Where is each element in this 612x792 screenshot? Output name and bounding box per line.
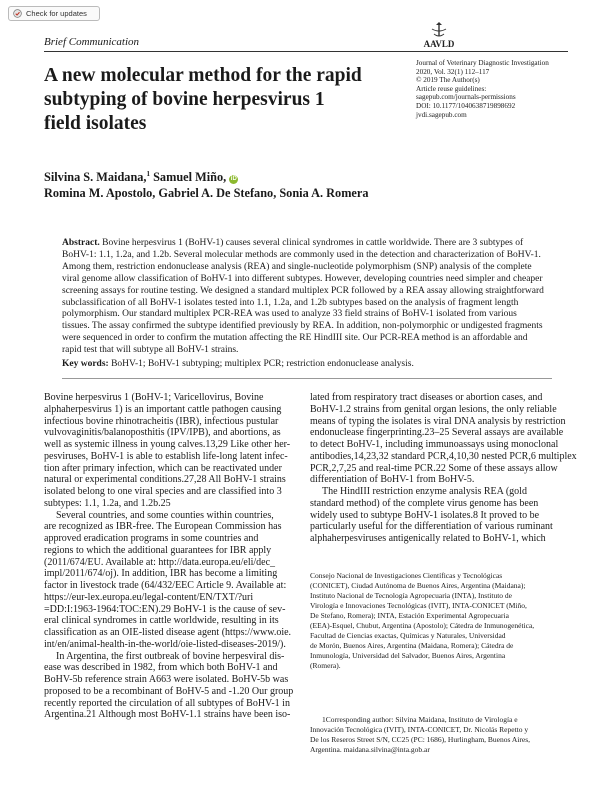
body-line: isolated belong to one viral species and are classified into 3 xyxy=(44,486,282,497)
correspondence-line: Innovación Tecnológica (IVIT), INTA-CONICET, Dr. Nicolás Repetto y xyxy=(310,725,529,734)
keywords-label: Key words: xyxy=(62,359,109,369)
body-line: alphaherpesvirus 1) is an important cattle pathogen causing xyxy=(44,403,282,415)
body-line: to detect BoHV-1, including immunoassays using monoclonal xyxy=(310,439,559,450)
body-line: subtypes: 1.1, 1.2a, and 1.2b.25 xyxy=(44,497,171,509)
author-line-2: Romina M. Apostolo, Gabriel A. De Stefano, Sonia A. Romera xyxy=(44,186,369,201)
journal-info xyxy=(416,59,586,119)
permissions-link[interactable]: sagepub.com/journals-permissions xyxy=(416,93,516,102)
header-rule xyxy=(44,51,568,52)
author-footnote-marker[interactable]: 1 xyxy=(146,170,151,178)
orcid-icon[interactable]: iD xyxy=(230,176,237,183)
aavld-emblem-icon xyxy=(416,22,462,50)
body-line: widely used to subtype BoHV-1 isolates.8 It proved to be xyxy=(310,509,540,521)
body-line: proposed to be a recombinant of BoHV-5 and -1.20 Our group xyxy=(44,685,294,697)
body-line[interactable]: classification as an OIE-listed disease agent (https://www.oie. xyxy=(44,627,292,638)
abstract-rule xyxy=(62,378,552,379)
journal-name: Journal of Veterinary Diagnostic Investigation xyxy=(416,59,549,67)
abstract-line: subclassification of all BoHV-1 isolates tested into 1.1, 1.2a, and 1.2b subtypes based on the analysis of fragment length xyxy=(62,297,519,308)
abstract-line: BoHV-1: 1.1, 1.2a, and 1.2b. Several molecular methods are commonly used in the detection and characterization of BoHV-1. xyxy=(62,249,541,260)
keywords xyxy=(62,359,414,369)
body-line[interactable]: (2011/674/EU. Available at: http://data.europa.eu/eli/dec_ xyxy=(44,556,276,568)
body-line: approved eradication programs in some countries and xyxy=(44,533,259,544)
correspondence-line: 1Corresponding author: Silvina Maidana, Instituto de Virología e xyxy=(322,715,518,724)
body-line: differentiation of BoHV-1 from BoHV-5. xyxy=(310,474,475,486)
body-line: particularly useful for the differentiation of various ruminant xyxy=(310,521,553,533)
check-for-updates-label: Check for updates xyxy=(26,9,87,18)
affiliation-line: (CONICET), Ciudad Autónoma de Buenos Aires, Argentina (Maidana); xyxy=(310,581,526,590)
abstract-label: Abstract. xyxy=(62,238,100,248)
aavld-logo xyxy=(416,22,462,55)
abstract-line: tissues. The assay confirmed the subtype identified previously by REA. In addition, non-polymorphic or undigested fragments xyxy=(62,321,543,332)
body-line: means of typing the isolates is viral DNA analysis by restriction xyxy=(310,415,566,427)
body-line: vulvovaginitis/balanoposthitis (IPV/IPB), and abortions, as xyxy=(44,427,281,439)
body-line: BoHV-1.2 strains from genital organ lesions, the only reliable xyxy=(310,403,557,415)
affiliation-line: Facultad de Ciencias exactas, Químicas y Naturales, Universidad xyxy=(310,631,506,640)
body-line[interactable]: int/en/animal-health-in-the-world/oie-listed-diseases-2019/). xyxy=(44,638,286,650)
author-name[interactable]: Samuel Miño, xyxy=(150,170,227,185)
body-line: The HindIII restriction enzyme analysis REA (gold xyxy=(322,486,527,497)
check-for-updates-badge[interactable] xyxy=(8,6,100,21)
body-line: are recognized as IBR-free. The European Commission has xyxy=(44,521,282,533)
body-line: Several countries, and some counties within countries, xyxy=(56,509,274,521)
body-line[interactable]: https://eur-lex.europa.eu/legal-content/EN/TXT/?uri xyxy=(44,591,254,603)
body-line: tion after primary infection, which can be reactivated under xyxy=(44,462,282,474)
body-line: alphaherpesviruses antigenically related to BoHV-1, which xyxy=(310,533,546,544)
body-line: infectious bovine rhinotracheitis (IBR), infectious pustular xyxy=(44,415,279,427)
journal-site-link[interactable]: jvdi.sagepub.com xyxy=(416,110,467,119)
abstract-line: Among them, restriction endonuclease analysis (REA) and single-nucleotide polymorphism (SNP) analysis of the complete xyxy=(62,261,532,272)
body-line: ease was described in 1982, from which both BoHV-1 and xyxy=(44,662,278,674)
body-line: BoHV-5b reference strain A663 were isolated. BoHV-5b was xyxy=(44,674,289,685)
body-line[interactable]: impl/2011/674/oj). In addition, IBR has become a limiting xyxy=(44,568,278,580)
author-line-1 xyxy=(44,166,369,185)
update-check-icon xyxy=(13,9,22,18)
reuse-label: Article reuse guidelines: xyxy=(416,84,487,93)
correspondence-line: De los Reseros Street S/N, CC25 (PC: 1686), Hurlingham, Buenos Aires, xyxy=(310,735,530,744)
affiliation-line: (Romera). xyxy=(310,661,341,670)
body-line: Bovine herpesvirus 1 (BoHV-1; Varicellovirus, Bovine xyxy=(44,392,264,403)
abstract-line: rapid test that will subtype all BoHV-1 strains. xyxy=(62,345,239,356)
abstract-line: polymorphism. Our standard multiplex PCR-REA was used to analyze 33 field strains of BoHV-1 isolated from various xyxy=(62,309,517,320)
body-line: Argentina.21 Although most BoHV-1.1 strains have been iso- xyxy=(44,709,291,721)
body-line: standard method) of the complete virus genome has been xyxy=(310,497,539,509)
title-line: A new molecular method for the rapid xyxy=(44,65,362,86)
body-line: well as systemic illness in young calves.13,29 Like other her- xyxy=(44,439,291,450)
corresponding-author xyxy=(310,715,572,755)
doi-link[interactable]: DOI: 10.1177/1040638719898692 xyxy=(416,101,516,110)
affiliation-line: (EEA)-Esquel, Chubut, Argentina (Apostolo); Cátedra de Inmunogenética, xyxy=(310,621,535,630)
body-line: PCR,2,7,25 and real-time PCR.22 Some of these assays allow xyxy=(310,462,558,474)
body-line: eral clinical syndromes in cattle worldwide, resulting in its xyxy=(44,615,279,627)
body-line: regions to which the additional guarantees for IBR apply xyxy=(44,544,272,556)
affiliations xyxy=(310,571,572,671)
title-line: field isolates xyxy=(44,113,147,134)
article-title xyxy=(44,64,374,136)
affiliation-line: Virología e Innovaciones Tecnológicas (IVIT), INTA-CONICET (Miño, xyxy=(310,601,527,610)
body-line: factor in livestock trade (64/432/EEC Article 9. Available at: xyxy=(44,580,287,591)
abstract-line: were sequenced in order to confirm the mutation affecting the RE HindIII site. Our PCR-REA method is an affordable and xyxy=(62,333,528,344)
journal-volume: 2020, Vol. 32(1) 112–117 xyxy=(416,67,490,76)
title-line: subtyping of bovine herpesvirus 1 xyxy=(44,89,325,110)
affiliation-line: de Morón, Buenos Aires, Argentina (Maidana, Romera); Cátedra de xyxy=(310,641,514,650)
body-line: natural or experimental conditions.27,28 All BoHV-1 strains xyxy=(44,474,286,486)
abstract xyxy=(62,238,552,357)
body-line: antibodies,14,23,32 standard PCR,4,10,30 nested PCR,6 multiplex xyxy=(310,450,577,462)
body-line: recently reported the circulation of all subtypes of BoHV-1 in xyxy=(44,697,290,709)
keywords-text: BoHV-1; BoHV-1 subtyping; multiplex PCR; restriction endonuclease analysis. xyxy=(108,359,414,369)
abstract-line: screening assays for routine testing. We designed a standard multiplex PCR followed by a REA assay allowing straightforward xyxy=(62,285,544,296)
abstract-line: Bovine herpesvirus 1 (BoHV-1) causes several clinical syndromes in cattle worldwide. There are 3 subtypes of xyxy=(99,238,524,248)
affiliation-line: Inmunología, Universidad del Salvador, Buenos Aires, Argentina xyxy=(310,651,506,660)
author-name[interactable]: Silvina S. Maidana, xyxy=(44,170,147,185)
affiliation-line: De Stefano, Romera); INTA, Estación Experimental Agropecuaria xyxy=(310,611,509,620)
affiliation-line: Consejo Nacional de Investigaciones Científicas y Tecnológicas xyxy=(310,571,503,580)
body-line: pesviruses, BoHV-1 is able to establish life-long latent infec- xyxy=(44,450,288,462)
affiliation-line: Instituto Nacional de Tecnología Agropecuaria (INTA), Instituto de xyxy=(310,591,513,600)
body-column-left xyxy=(44,392,298,721)
correspondence-line[interactable]: Argentina. maidana.silvina@inta.gob.ar xyxy=(310,745,430,754)
author-list xyxy=(44,166,369,201)
body-line: endonuclease fingerprinting.23–25 Several assays are available xyxy=(310,427,564,439)
body-line[interactable]: =DD:I:1963-1964:TOC:EN).29 BoHV-1 is the cause of sev- xyxy=(44,603,286,615)
body-column-right xyxy=(310,392,577,545)
body-line: In Argentina, the first outbreak of bovine herpesviral dis- xyxy=(56,650,285,662)
copyright: © 2019 The Author(s) xyxy=(416,76,480,85)
body-line: lated from respiratory tract diseases or abortion cases, and xyxy=(310,392,543,403)
article-type: Brief Communication xyxy=(44,36,140,48)
abstract-line: viral genome allow classification of BoHV-1 into different subtypes. However, developing countries need simpler and cheaper xyxy=(62,273,543,284)
logo-text: AAVLD xyxy=(423,39,455,49)
